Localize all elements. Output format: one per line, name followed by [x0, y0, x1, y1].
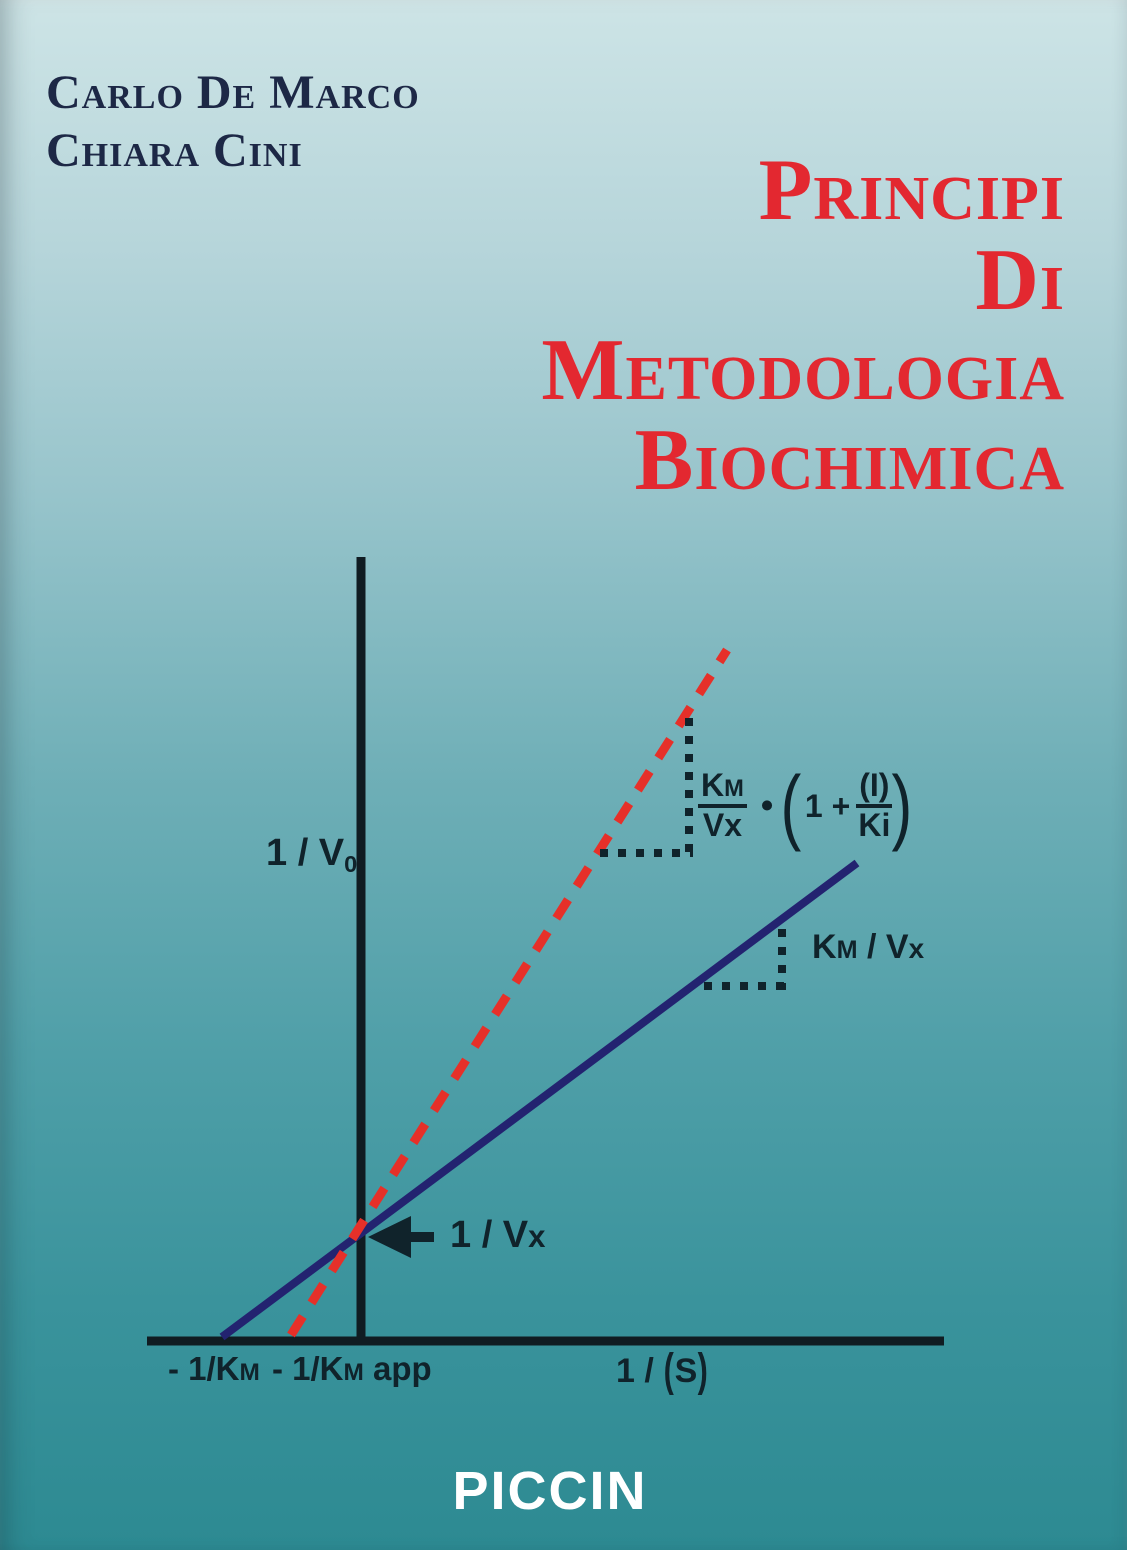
x-intercept-2-text: - 1/K	[272, 1350, 344, 1387]
slope-rest: / V	[857, 928, 909, 966]
title-line-2: Di	[975, 232, 1065, 329]
x-intercept-1-text: - 1/K	[168, 1350, 240, 1387]
km-k: K	[701, 767, 725, 804]
slope-m-subscript: M	[836, 936, 858, 964]
open-paren: (	[780, 759, 802, 852]
x-axis-open-bracket: (	[663, 1345, 675, 1397]
km-vx-fraction	[698, 769, 747, 842]
x-intercept-label-km	[168, 1350, 260, 1388]
slope-x-subscript: x	[908, 933, 925, 964]
x-intercept-1-m: M	[239, 1359, 260, 1386]
close-paren: )	[891, 759, 913, 852]
x-axis-substrate-s: S	[674, 1352, 698, 1390]
y-axis-label-subscript: 0	[344, 851, 358, 878]
y-intercept-label	[450, 1214, 545, 1257]
title-line-1: Principi	[758, 142, 1065, 239]
fraction-denominator: Vx	[702, 807, 742, 843]
y-axis-label	[266, 832, 357, 878]
title-line-4: Biochimica	[634, 412, 1065, 509]
multiplication-dot: •	[760, 786, 774, 825]
inhibitor-fraction	[856, 769, 892, 842]
y-intercept-text: 1 / V	[450, 1214, 529, 1256]
x-intercept-2-app: app	[363, 1350, 432, 1387]
y-intercept-x-subscript: x	[528, 1219, 546, 1254]
uninhibited-slope-label	[812, 928, 924, 967]
x-intercept-2-m: M	[343, 1359, 364, 1386]
x-axis-label-text: 1 /	[616, 1352, 654, 1390]
publisher-logo: PICCIN	[452, 1461, 648, 1521]
inhibitor-numerator: (I)	[856, 769, 892, 808]
uninhibited-line	[222, 863, 857, 1337]
slope-k: K	[812, 928, 837, 966]
x-axis-close-bracket: )	[697, 1345, 709, 1397]
x-intercept-label-km-app	[272, 1350, 432, 1388]
y-axis-label-text: 1 / V	[266, 832, 345, 874]
fraction-numerator	[698, 769, 747, 808]
km-m-subscript: M	[724, 776, 744, 803]
inhibitor-denominator: Ki	[858, 807, 891, 843]
x-axis-label	[616, 1345, 709, 1397]
one-plus-term: 1 +	[804, 787, 851, 824]
author-line-2: Chiara Cini	[46, 124, 303, 177]
title-line-3: Metodologia	[541, 322, 1065, 419]
inhibited-slope-formula	[698, 758, 912, 854]
author-line-1: Carlo De Marco	[46, 66, 420, 119]
